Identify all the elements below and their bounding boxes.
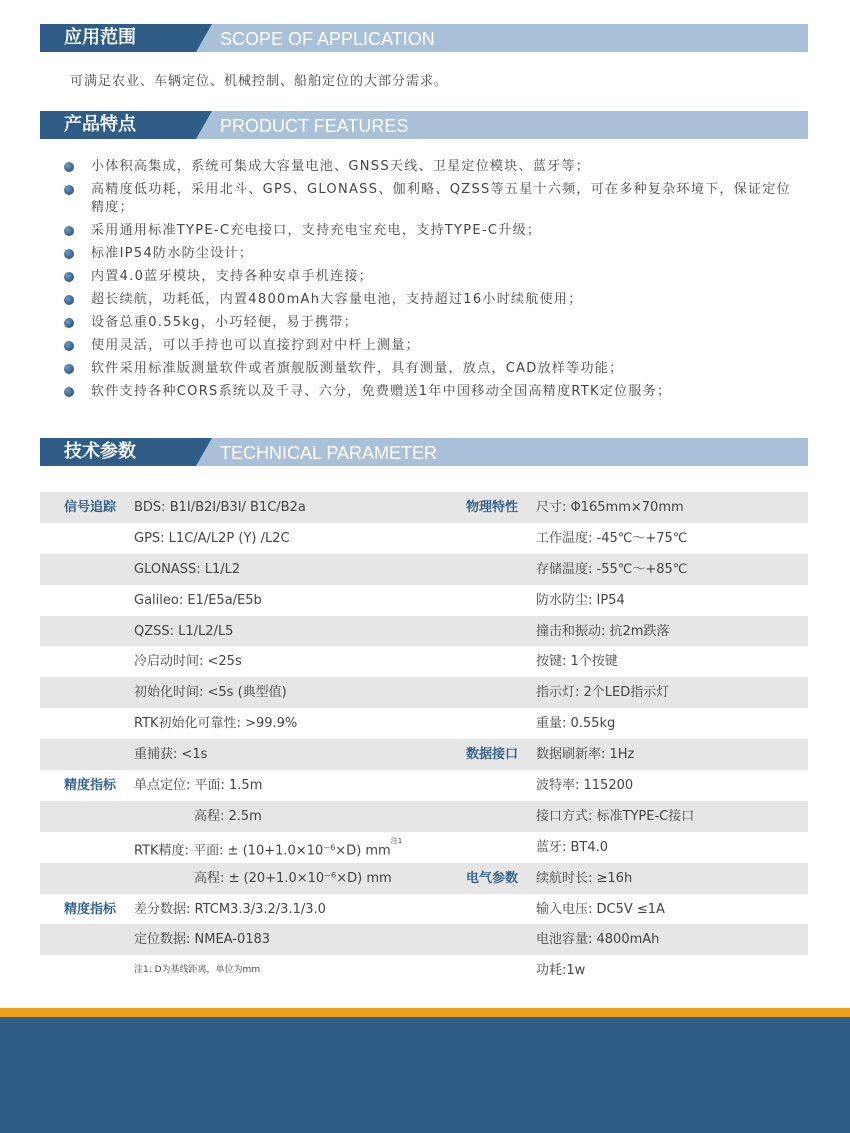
left-category: 精度指标	[64, 778, 117, 794]
scope-text: 可满足农业、车辆定位、机械控制、船舶定位的大部分需求。	[70, 74, 449, 89]
bullet-icon	[64, 226, 74, 236]
tech-header	[40, 438, 808, 466]
right-value: 撞击和振动: 抗2m跌落	[536, 623, 670, 639]
right-category: 数据接口	[466, 747, 519, 763]
right-value: 存储温度: -55℃～+85℃	[536, 561, 688, 577]
feature-item: 小体积高集成，系统可集成大容量电池、GNSS天线、卫星定位模块、蓝牙等；	[62, 158, 802, 176]
right-value: 防水防尘: IP54	[536, 592, 625, 608]
bullet-icon	[64, 341, 74, 351]
features-header	[40, 111, 808, 139]
left-value: 高程: ± (20+1.0×10⁻⁶×D) mm	[194, 870, 392, 886]
table-row	[40, 832, 808, 863]
features-title-en: PRODUCT FEATURES	[220, 116, 409, 136]
right-value: 指示灯: 2个LED指示灯	[536, 685, 670, 701]
right-category: 物理特性	[466, 500, 519, 515]
table-row	[40, 955, 808, 986]
right-value: 尺寸: Φ165mm×70mm	[536, 500, 684, 515]
table-row	[40, 924, 808, 955]
right-value: 重量: 0.55kg	[536, 716, 616, 732]
left-value: 初始化时间: <5s (典型值)	[134, 685, 287, 701]
footer-band	[0, 1017, 850, 1133]
footnote-text: 注1: D为基线距离，单位为mm	[134, 965, 261, 976]
right-value: 波特率: 115200	[536, 778, 634, 794]
table-row	[40, 616, 808, 647]
left-value: 重捕获: <1s	[134, 747, 208, 763]
bullet-icon	[64, 387, 74, 397]
table-row	[40, 739, 808, 770]
feature-list	[62, 158, 802, 406]
bullet-icon	[64, 364, 74, 374]
scope-title-cn: 应用范围	[40, 24, 196, 52]
table-row	[40, 554, 808, 585]
right-value: 电池容量: 4800mAh	[536, 932, 660, 948]
right-value: 输入电压: DC5V ≤1A	[536, 901, 665, 917]
tech-table	[40, 492, 808, 986]
right-value: 按键: 1个按键	[536, 654, 618, 670]
table-row	[40, 708, 808, 739]
right-value: 接口方式: 标准TYPE-C接口	[536, 808, 695, 824]
table-row	[40, 894, 808, 925]
table-row	[40, 492, 808, 523]
left-value: 冷启动时间: <25s	[134, 654, 242, 670]
right-value: 功耗:1w	[536, 963, 586, 979]
right-value: 数据刷新率: 1Hz	[536, 747, 635, 763]
left-value: QZSS: L1/L2/L5	[134, 623, 234, 639]
feature-item: 标准IP54防水防尘设计；	[62, 245, 802, 263]
rtk-precision-text: RTK精度: 平面: ± (10+1.0×10⁻⁶×D) mm	[134, 843, 391, 859]
left-value: Galileo: E1/E5a/E5b	[134, 592, 262, 608]
bullet-icon	[64, 249, 74, 259]
left-value: RTK初始化可靠性: >99.9%	[134, 716, 298, 732]
feature-item: 高精度低功耗，采用北斗、GPS、GLONASS、伽利略、QZSS等五星十六频，可在多种复杂环境下，保证定位精度；	[62, 181, 802, 217]
bullet-icon	[64, 295, 74, 305]
right-value: 蓝牙: BT4.0	[536, 839, 609, 855]
footnote-mark: 注1	[390, 836, 403, 845]
left-value: 高程: 2.5m	[194, 808, 262, 824]
bullet-icon	[64, 162, 74, 172]
table-row	[40, 646, 808, 677]
left-category: 信号追踪	[64, 500, 117, 515]
feature-item: 使用灵活，可以手持也可以直接拧到对中杆上测量；	[62, 337, 802, 355]
features-title-cn: 产品特点	[40, 111, 196, 139]
left-value: 单点定位: 平面: 1.5m	[134, 778, 263, 794]
feature-item: 软件支持各种CORS系统以及千寻、六分，免费赠送1年中国移动全国高精度RTK定位服务；	[62, 383, 802, 401]
feature-item: 内置4.0蓝牙模块，支持各种安卓手机连接；	[62, 268, 802, 286]
right-value: 工作温度: -45℃～+75℃	[536, 530, 688, 546]
scope-title-en: SCOPE OF APPLICATION	[220, 29, 435, 49]
tech-title-en: TECHNICAL PARAMETER	[220, 443, 438, 463]
bullet-icon	[64, 185, 74, 195]
right-value: 续航时长: ≥16h	[536, 870, 633, 886]
table-row	[40, 523, 808, 554]
left-value	[134, 832, 402, 866]
feature-item: 采用通用标准TYPE-C充电接口，支持充电宝充电，支持TYPE-C升级；	[62, 222, 802, 240]
bullet-icon	[64, 272, 74, 282]
table-row	[40, 677, 808, 708]
feature-item: 软件采用标准版测量软件或者旗舰版测量软件，具有测量，放点，CAD放样等功能；	[62, 360, 802, 378]
table-row	[40, 801, 808, 832]
left-value: 差分数据: RTCM3.3/3.2/3.1/3.0	[134, 901, 326, 917]
left-value: GPS: L1C/A/L2P (Y) /L2C	[134, 530, 290, 546]
feature-item: 超长续航，功耗低，内置4800mAh大容量电池，支持超过16小时续航使用；	[62, 291, 802, 309]
bullet-icon	[64, 318, 74, 328]
table-row	[40, 863, 808, 894]
table-row	[40, 585, 808, 616]
left-value: 定位数据: NMEA-0183	[134, 932, 271, 948]
table-row	[40, 770, 808, 801]
left-value: BDS: B1I/B2I/B3I/ B1C/B2a	[134, 500, 306, 515]
right-category: 电气参数	[466, 870, 519, 886]
left-category: 精度指标	[64, 901, 117, 917]
scope-header	[40, 24, 808, 52]
feature-item: 设备总重0.55kg，小巧轻便，易于携带；	[62, 314, 802, 332]
left-value: GLONASS: L1/L2	[134, 561, 241, 577]
tech-title-cn: 技术参数	[40, 438, 196, 466]
footer-accent-line	[0, 1008, 850, 1017]
